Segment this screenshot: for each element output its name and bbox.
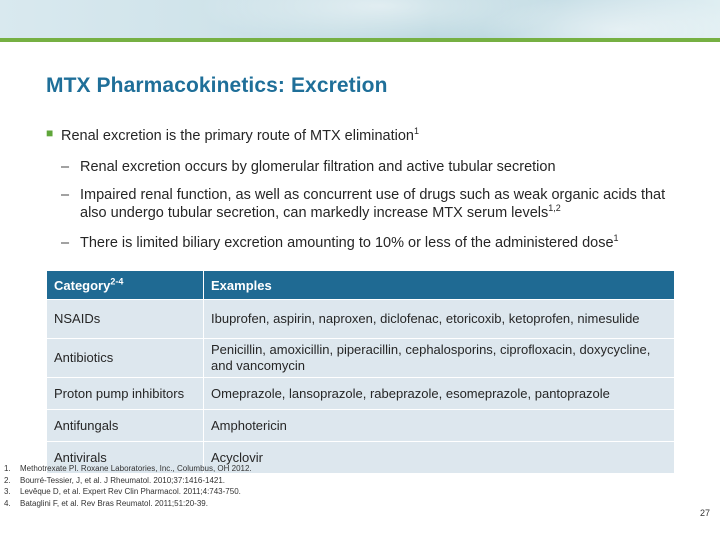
references bbox=[4, 463, 252, 509]
table-row bbox=[47, 378, 675, 410]
drug-category-table bbox=[46, 270, 675, 474]
header-wave-decoration bbox=[0, 0, 720, 38]
dash-bullet-icon: – bbox=[61, 159, 70, 175]
sub-bullet-text: Renal excretion occurs by glomerular filtration and active tubular secretion bbox=[80, 159, 556, 175]
header-category-ref: 2-4 bbox=[110, 276, 124, 287]
reference-number: 3. bbox=[4, 487, 11, 496]
reference-number: 2. bbox=[4, 475, 11, 485]
category-cell: Antivirals bbox=[47, 442, 204, 474]
category-cell: NSAIDs bbox=[47, 300, 204, 339]
table-row bbox=[47, 410, 675, 442]
sub-bullet-ref: 1 bbox=[613, 233, 619, 244]
reference-item bbox=[4, 498, 252, 510]
table-header-row bbox=[47, 271, 675, 300]
examples-cell: Ibuprofen, aspirin, naproxen, diclofenac, etoricoxib, ketoprofen, nimesulide bbox=[204, 300, 675, 339]
examples-cell: Amphotericin bbox=[204, 410, 675, 442]
sub-bullet-text: Impaired renal function, as well as concurrent use of drugs such as weak organic acids that also undergo tubular secretion, can markedly increase MTX serum levels bbox=[80, 187, 666, 221]
reference-text: Levêque D, et al. Expert Rev Clin Pharmacol. 2011;4:743-750. bbox=[20, 487, 241, 496]
header-green-rule bbox=[0, 38, 720, 42]
reference-item bbox=[4, 475, 252, 487]
category-cell: Antifungals bbox=[47, 410, 204, 442]
header-examples: Examples bbox=[204, 271, 675, 300]
category-cell: Antibiotics bbox=[47, 339, 204, 378]
category-cell: Proton pump inhibitors bbox=[47, 378, 204, 410]
reference-text: Methotrexate PI. Roxane Laboratories, Inc., Columbus, OH 2012. bbox=[20, 464, 252, 473]
square-bullet-icon: ■ bbox=[46, 126, 54, 140]
reference-number: 4. bbox=[4, 498, 11, 508]
sub-bullet-text: There is limited biliary excretion amounting to 10% or less of the administered dose bbox=[80, 235, 614, 251]
examples-cell: Omeprazole, lansoprazole, rabeprazole, esomeprazole, pantoprazole bbox=[204, 378, 675, 410]
reference-item bbox=[4, 463, 252, 475]
examples-cell: Penicillin, amoxicillin, piperacillin, cephalosporins, ciprofloxacin, doxycycline, and vancomycin bbox=[204, 339, 675, 378]
page-title: MTX Pharmacokinetics: Excretion bbox=[46, 74, 388, 97]
sub-bullet-ref: 1,2 bbox=[548, 203, 561, 214]
bullet-main-ref: 1 bbox=[413, 126, 419, 137]
dash-bullet-icon: – bbox=[61, 235, 70, 251]
reference-number: 1. bbox=[4, 464, 11, 473]
header-band bbox=[0, 0, 720, 38]
table-row bbox=[47, 339, 675, 378]
bullet-main-text: Renal excretion is the primary route of MTX elimination bbox=[61, 128, 414, 144]
table-row bbox=[47, 300, 675, 339]
examples-cell: Acyclovir bbox=[204, 442, 675, 474]
page-number: 27 bbox=[699, 508, 710, 518]
header-category: Category$^{2-4}$ bbox=[47, 271, 204, 300]
reference-text: Bourré-Tessier, J, et al. J Rheumatol. 2010;37:1416-1421. bbox=[20, 475, 226, 485]
reference-text: Bataglini F, et al. Rev Bras Reumatol. 2011;51:20-39. bbox=[20, 498, 208, 508]
dash-bullet-icon: – bbox=[61, 187, 70, 203]
reference-item bbox=[4, 486, 252, 498]
